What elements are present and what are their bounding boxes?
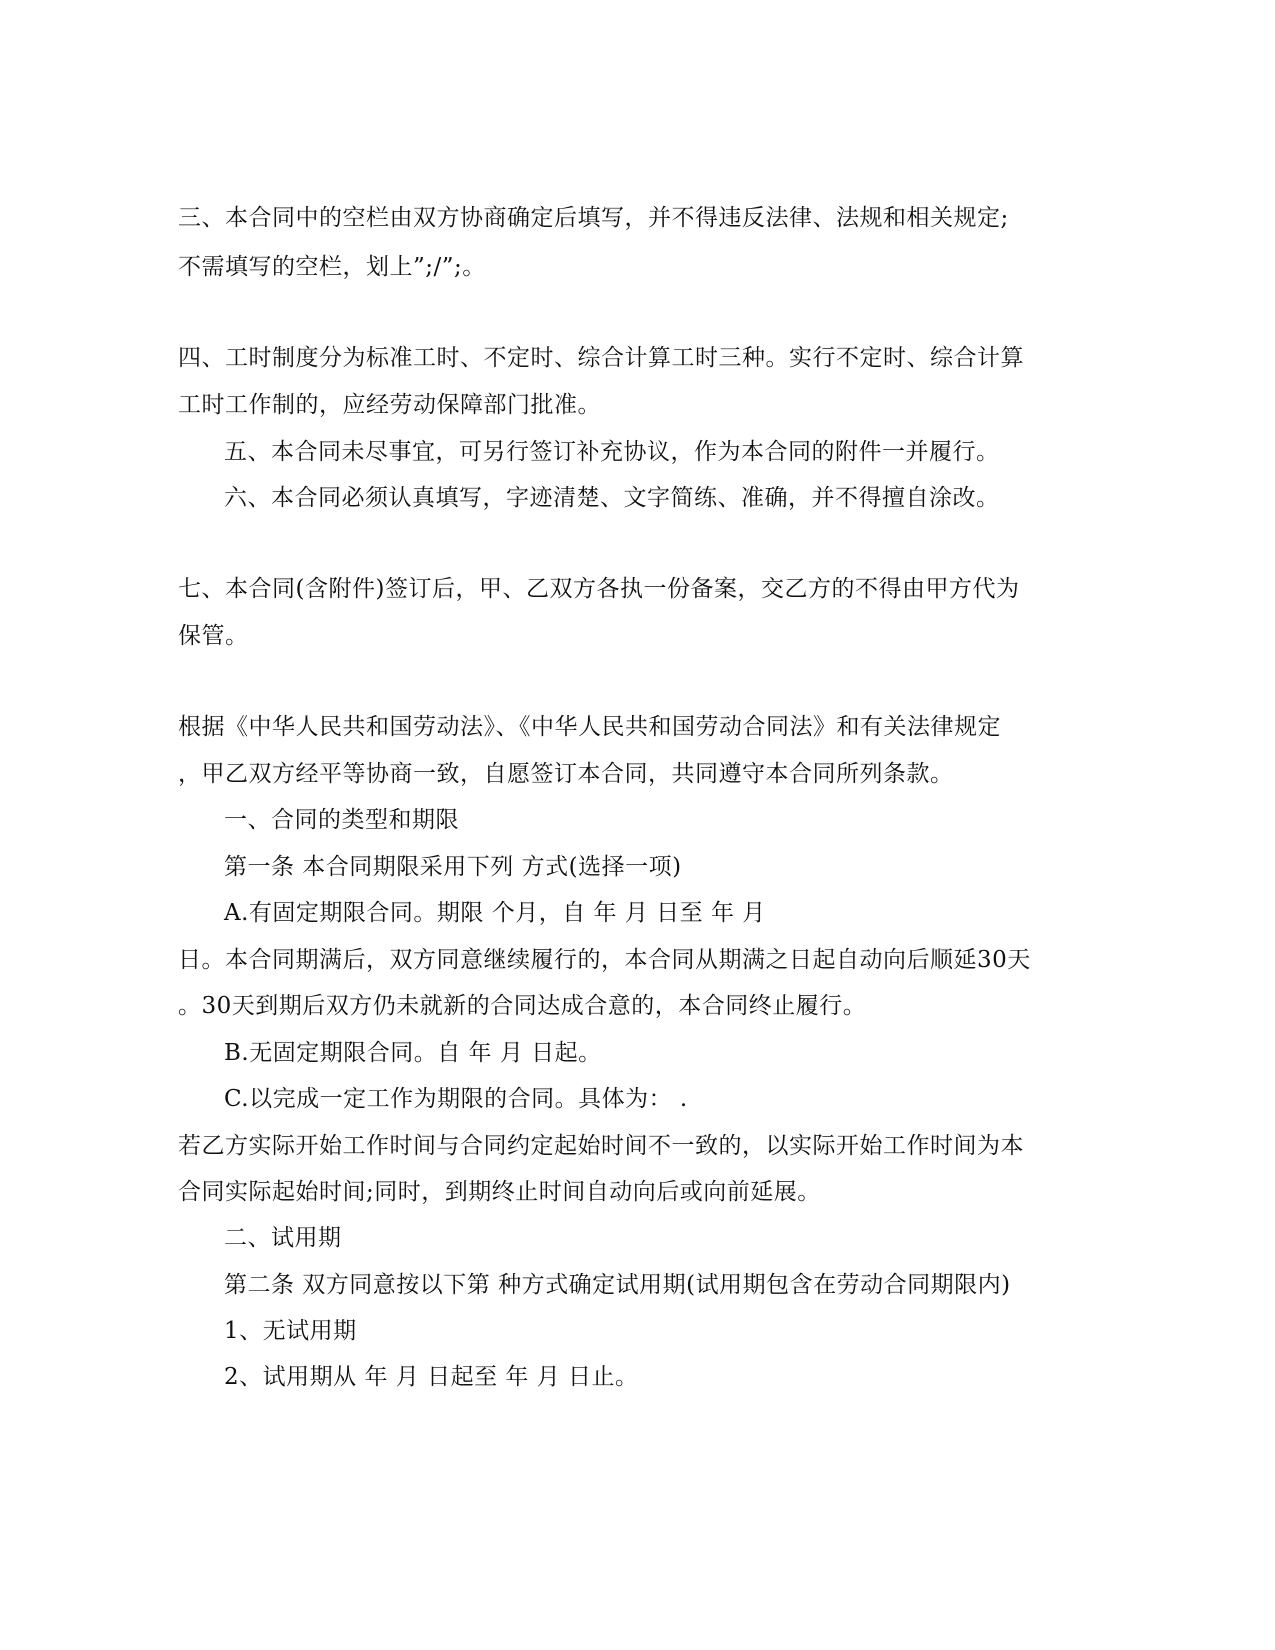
text-line: B.无固定期限合同。自 年 月 日起。 [224, 1040, 602, 1066]
section-heading: 二、试用期 [224, 1225, 342, 1251]
text-line: 保管。 [178, 623, 249, 649]
text-line: 根据《中华人民共和国劳动法》、《中华人民共和国劳动合同法》和有关法律规定 [178, 714, 1001, 740]
text-line: A.有固定期限合同。期限 个月，自 年 月 日至 年 月 [224, 900, 766, 926]
text-line: 三、本合同中的空栏由双方协商确定后填写，并不得违反法律、法规和相关规定; [178, 205, 1009, 231]
text-line: 。30天到期后双方仍未就新的合同达成合意的，本合同终止履行。 [178, 993, 867, 1019]
text-line: 六、本合同必须认真填写，字迹清楚、文字简练、准确，并不得擅自涂改。 [224, 485, 1000, 511]
section-heading: 一、合同的类型和期限 [224, 807, 459, 833]
text-line: 1、无试用期 [224, 1318, 357, 1344]
text-line: ，甲乙双方经平等协商一致，自愿签订本合同，共同遵守本合同所列条款。 [178, 761, 954, 787]
text-line: 第一条 本合同期限采用下列 方式(选择一项) [224, 854, 682, 880]
text-line: 2、试用期从 年 月 日起至 年 月 日止。 [224, 1364, 639, 1390]
text-line: 工时工作制的，应经劳动保障部门批准。 [178, 392, 601, 418]
text-line: C.以完成一定工作为期限的合同。具体为： . [224, 1086, 688, 1112]
text-line: 不需填写的空栏，划上”;/”;。 [178, 254, 486, 280]
text-line: 四、工时制度分为标准工时、不定时、综合计算工时三种。实行不定时、综合计算 [178, 345, 1024, 371]
text-line: 七、本合同(含附件)签订后，甲、乙双方各执一份备案，交乙方的不得由甲方代为 [178, 576, 1020, 602]
text-line: 合同实际起始时间;同时，到期终止时间自动向后或向前延展。 [178, 1179, 821, 1205]
text-line: 第二条 双方同意按以下第 种方式确定试用期(试用期包含在劳动合同期限内) [224, 1272, 1011, 1298]
text-line: 五、本合同未尽事宜，可另行签订补充协议，作为本合同的附件一并履行。 [224, 439, 1000, 465]
text-line: 日。本合同期满后，双方同意继续履行的，本合同从期满之日起自动向后顺延30天 [178, 947, 1031, 973]
text-line: 若乙方实际开始工作时间与合同约定起始时间不一致的，以实际开始工作时间为本 [178, 1133, 1024, 1159]
